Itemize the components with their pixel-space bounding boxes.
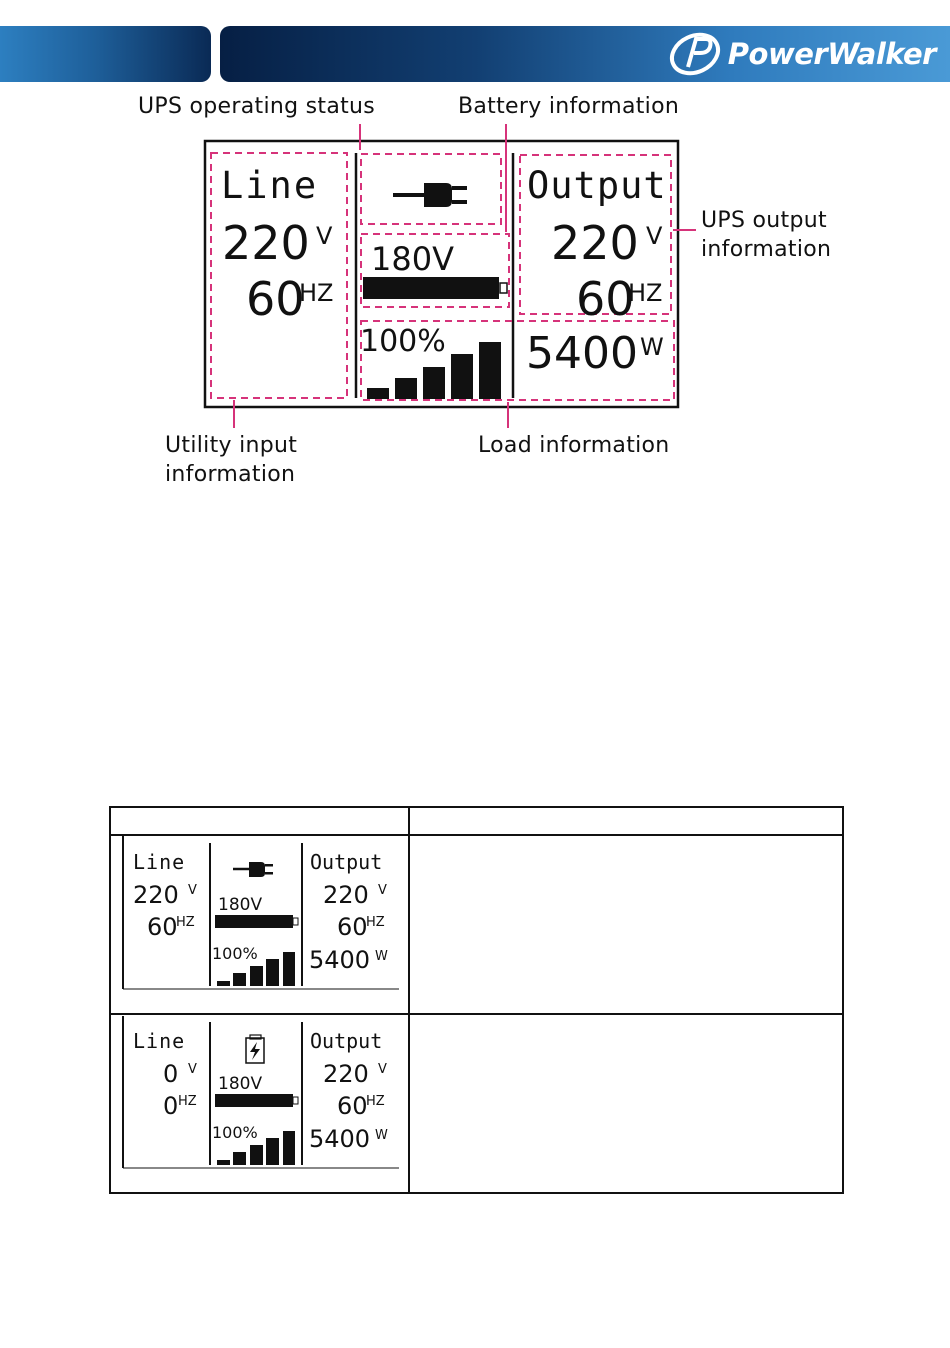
thumb-input-title: Line [133,850,186,874]
lcd-output-power: 5400 [526,328,638,379]
lcd-output-freq: 60 [576,272,635,326]
battery-level-bar [363,277,499,299]
lcd-load-percent: 100% [360,324,446,359]
table-row [109,834,409,1012]
thumb-input-title: Line [133,1029,186,1053]
lcd-diagram [0,0,950,520]
thumb-input-voltage: 0 [163,1060,179,1088]
battery-charging-icon [246,1035,264,1063]
thumb-battery-voltage: 180V [218,1074,263,1094]
thumb-output-power: 5400 [309,1125,371,1153]
table-row-2-description [410,1015,842,1192]
thumb-output-voltage-unit: V [378,1062,387,1077]
plug-icon [233,862,273,877]
thumb-output-freq-unit: HZ [366,915,385,930]
annotation-operating-status: UPS operating status [138,94,376,119]
thumb-output-freq: 60 [337,1092,368,1120]
brand-name: PowerWalker [727,37,936,71]
lcd-battery-voltage: 180V [371,240,454,278]
thumb-output-voltage: 220 [323,881,369,909]
battery-level-bar [215,1094,293,1107]
thumb-output-freq: 60 [337,913,368,941]
thumb-output-power: 5400 [309,946,371,974]
thumb-battery-voltage: 180V [218,895,263,915]
plug-icon [393,183,467,207]
annotation-battery-info: Battery information [458,94,680,119]
thumb-input-voltage: 220 [133,881,179,909]
thumb-output-title: Output [310,1029,383,1053]
table-row-1-description [410,836,842,1013]
thumb-output-voltage: 220 [323,1060,369,1088]
lcd-output-voltage-unit: V [646,222,663,250]
table-row [109,1013,409,1191]
annotation-utility-input: Utility input information [165,433,298,487]
thumb-input-voltage-unit: V [188,1062,197,1077]
lcd-input-freq-unit: HZ [299,279,334,307]
battery-level-bar [215,915,293,928]
thumb-input-voltage-unit: V [188,883,197,898]
lcd-input-freq: 60 [246,272,305,326]
lcd-output-voltage: 220 [551,216,639,270]
thumb-input-freq: 0 [163,1092,179,1120]
thumb-output-power-unit: W [375,949,388,964]
table-header-right [410,807,842,834]
annotation-output-info: UPS output information [701,208,832,262]
thumb-input-freq: 60 [147,913,178,941]
thumb-input-freq-unit: HZ [178,1094,197,1109]
thumb-load-percent: 100% [212,1123,258,1142]
thumb-load-percent: 100% [212,944,258,963]
thumb-output-title: Output [310,850,383,874]
annotation-load-info: Load information [478,433,670,458]
thumb-output-freq-unit: HZ [366,1094,385,1109]
battery-terminal [500,283,507,293]
thumb-output-power-unit: W [375,1128,388,1143]
thumb-input-freq-unit: HZ [176,915,195,930]
lcd-output-title: Output [527,164,667,207]
lcd-output-power-unit: W [640,333,664,361]
thumb-output-voltage-unit: V [378,883,387,898]
lcd-output-freq-unit: HZ [628,279,663,307]
table-header-left [110,807,408,834]
lcd-input-title: Line [221,164,319,207]
lcd-input-voltage: 220 [222,216,310,270]
lcd-input-voltage-unit: V [316,222,333,250]
